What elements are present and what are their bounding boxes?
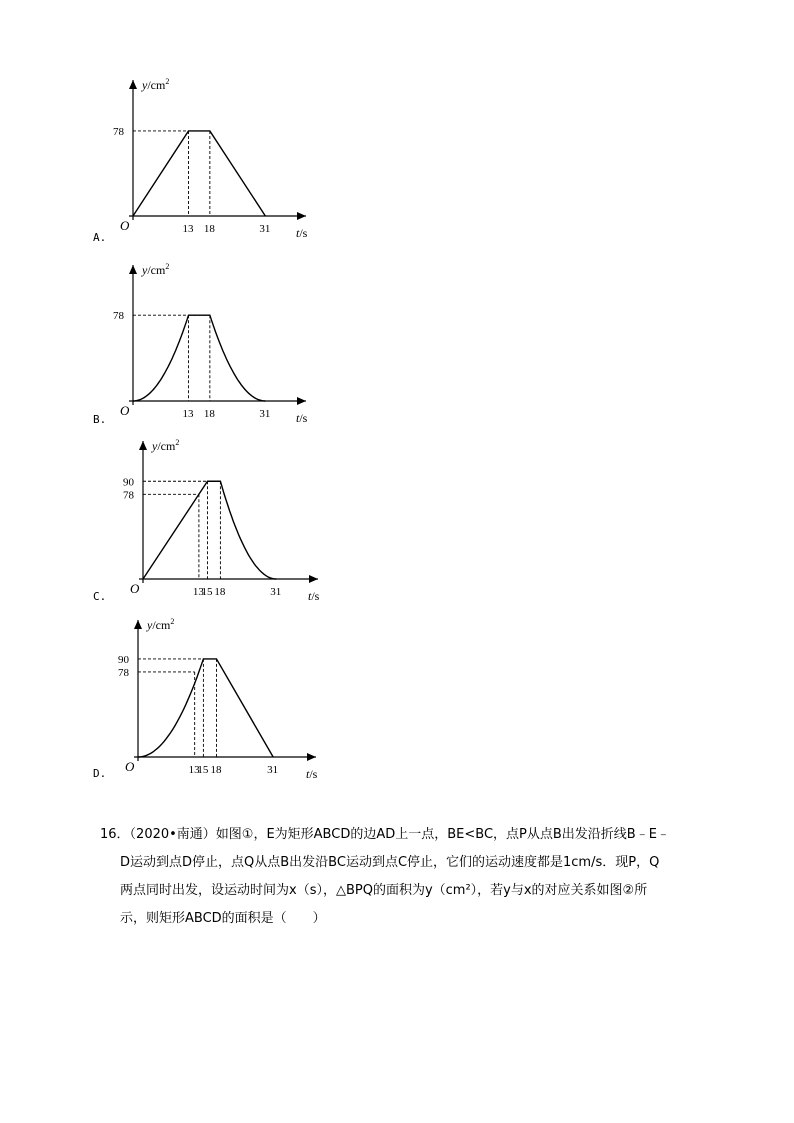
x-tick-label-18-c: 18 [214, 586, 226, 598]
option-label-a: A. [93, 231, 107, 244]
x-tick-label-31-d: 31 [267, 764, 279, 776]
x-tick-label-31-b: 31 [259, 408, 271, 420]
y-axis-arrow-a [129, 80, 137, 89]
y-axis-label-a: $y/cm^2$ [142, 77, 170, 92]
x-tick-label-18-a: 18 [203, 223, 215, 235]
y-axis-label-d: $y/cm^2$ [147, 617, 175, 632]
option-label-d: D. [93, 767, 107, 780]
y-axis-arrow-d [134, 620, 142, 629]
curve-b [133, 315, 265, 401]
x-tick-label-31-a: 31 [259, 223, 271, 235]
origin-label-b: O [120, 403, 130, 418]
y-axis-label-b: $y/cm^2$ [142, 262, 170, 277]
y-axis-arrow-b [129, 265, 137, 274]
curve-a [133, 131, 265, 216]
x-tick-label-13-c: 13 [192, 586, 204, 598]
x-axis-arrow-d [307, 753, 316, 761]
x-axis-label-b: t/s [296, 411, 308, 425]
y-tick-label-78-d: 78 [118, 666, 129, 679]
y-tick-label-90-d: 90 [118, 653, 129, 666]
x-tick-label-18-d: 18 [210, 764, 222, 776]
x-axis-label-c: t/s [308, 589, 320, 603]
x-tick-label-13-a: 13 [182, 223, 194, 235]
x-axis-arrow-c [309, 575, 318, 583]
x-axis-arrow-b [297, 397, 306, 405]
question-16 [100, 821, 700, 933]
origin-label-d: O [125, 759, 135, 774]
question-line-1: 16．（2020•南通）如图①，E为矩形ABCD的边AD上一点，BE<BC，点P从点B出发沿折线B﹣E﹣ [100, 827, 670, 842]
x-axis-label-a: t/s [296, 226, 308, 240]
option-label-b: B. [93, 413, 107, 426]
y-tick-label-78-b: 78 [113, 310, 124, 323]
question-line-4: 示，则矩形ABCD的面积是（ ） [120, 911, 326, 926]
question-line-3: 两点同时出发，设运动时间为x（s），△BPQ的面积为y（cm²），若y与x的对应关系如图②所 [120, 883, 648, 898]
x-axis-label-d: t/s [306, 767, 318, 781]
x-axis-arrow-a [297, 212, 306, 220]
x-tick-label-18-b: 18 [203, 408, 215, 420]
y-tick-label-78-c: 78 [123, 489, 134, 502]
question-line-2: D运动到点D停止，点Q从点B出发沿BC运动到点C停止，它们的运动速度都是1cm/s．现P，Q [120, 855, 660, 870]
y-tick-label-90-c: 90 [123, 476, 134, 489]
x-tick-label-31-c: 31 [270, 586, 282, 598]
y-axis-arrow-c [139, 441, 147, 450]
x-tick-label-13-d: 13 [188, 764, 200, 776]
x-tick-label-13-b: 13 [182, 408, 194, 420]
y-axis-label-c: $y/cm^2$ [152, 438, 180, 453]
option-label-c: C. [93, 590, 107, 603]
y-tick-label-78-a: 78 [113, 125, 124, 138]
origin-label-a: O [120, 218, 130, 233]
curve-c [143, 481, 276, 579]
x-tick-label-15-d: 15 [197, 764, 209, 776]
x-tick-label-15-c: 15 [201, 586, 213, 598]
curve-d [138, 659, 273, 757]
origin-label-c: O [130, 581, 140, 596]
